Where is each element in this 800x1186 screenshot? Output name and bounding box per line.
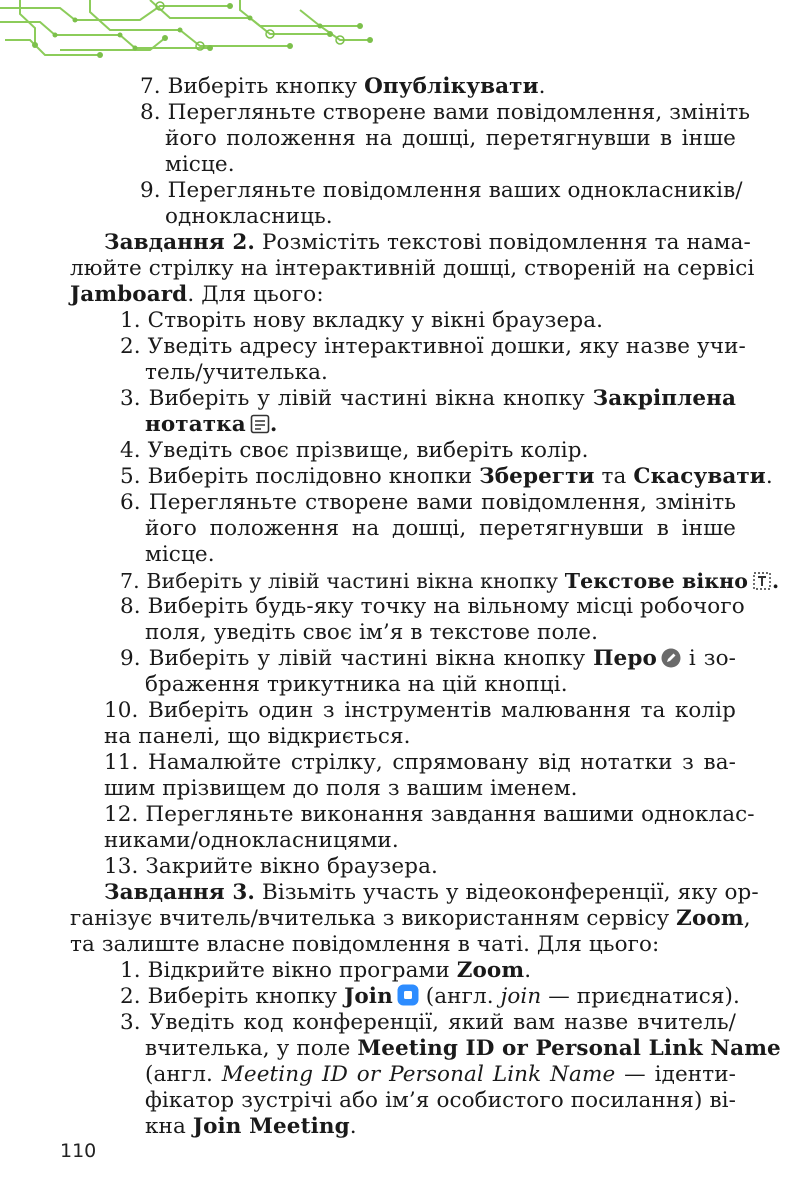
task1-step7: 7. Виберіть кнопку Опублікувати.: [140, 74, 546, 99]
task3-step3-line3: (англ. Meeting ID or Personal Link Name — іденти-: [145, 1062, 737, 1087]
task2-step6-line2: його положення на дошці, перетягнувши в інше: [145, 516, 736, 541]
task3-step1: 1. Відкрийте вікно програми Zoom.: [120, 958, 532, 983]
task3-intro: Завдання 3. Візьміть участь у відеоконференції, яку ор-: [104, 880, 759, 905]
task2-step9: 9. Виберіть у лівій частині вікна кнопку Перо і зо-: [120, 646, 736, 675]
text-box-icon: [752, 571, 772, 597]
task1-step9: 9. Перегляньте повідомлення ваших однокласників/: [140, 178, 743, 203]
task2-step3-line2: нотатка .: [145, 412, 277, 441]
task2-step10: 10. Виберіть один з інструментів малювання та колір: [104, 698, 736, 723]
pen-icon: [661, 648, 681, 675]
task2-intro-line2: люйте стрілку на інтерактивній дошці, створеній на сервісі: [70, 256, 755, 281]
task2-step7: 7. Виберіть у лівій частині вікна кнопку Текстове вікно .: [120, 568, 779, 597]
sticky-note-icon: [250, 414, 270, 441]
task3-step3: 3. Уведіть код конференції, який вам назве вчитель/: [120, 1010, 736, 1035]
task1-step9-line2: однокласниць.: [165, 204, 333, 229]
task2-step11: 11. Намалюйте стрілку, спрямовану від нотатки з ва-: [104, 750, 736, 775]
task2-step12: 12. Перегляньте виконання завдання вашими одноклас-: [104, 802, 755, 827]
task2-step4: 4. Уведіть своє прізвище, виберіть колір.: [120, 438, 589, 463]
task1-step8-line3: місце.: [165, 152, 235, 177]
task2-step10-line2: на панелі, що відкриється.: [104, 724, 411, 749]
task2-step12-line2: никами/однокласницями.: [104, 828, 399, 853]
task2-intro-line3: Jamboard. Для цього:: [70, 282, 324, 307]
task3-step3-line4: фікатор зустрічі або ім’я особистого посилання) ві-: [145, 1088, 736, 1113]
task3-step3-line2: вчителька, у поле Meeting ID or Personal Link Name: [145, 1036, 781, 1061]
task2-step9-line2: браження трикутника на цій кнопці.: [145, 672, 568, 697]
task2-step6: 6. Перегляньте створене вами повідомлення, змініть: [120, 490, 736, 515]
task2-step2-line2: тель/учителька.: [145, 360, 328, 385]
task3-step3-line5: кна Join Meeting.: [145, 1114, 357, 1139]
task2-step13: 13. Закрийте вікно браузера.: [104, 854, 438, 879]
task2-step6-line3: місце.: [145, 542, 215, 567]
task1-step8: 8. Перегляньте створене вами повідомлення, змініть: [140, 100, 751, 125]
zoom-join-icon: [397, 984, 419, 1013]
task2-step2: 2. Уведіть адресу інтерактивної дошки, яку назве учи-: [120, 334, 746, 359]
task3-intro-line3: та залиште власне повідомлення в чаті. Для цього:: [70, 932, 660, 957]
task2-step11-line2: шим прізвищем до поля з вашим іменем.: [104, 776, 578, 801]
task3-step2: 2. Виберіть кнопку Join (англ. join — приєднатися).: [120, 984, 740, 1013]
circuit-decoration: [0, 0, 380, 62]
task2-step8-line2: поля, уведіть своє ім’я в текстове поле.: [145, 620, 599, 645]
task2-intro: Завдання 2. Розмістіть текстові повідомлення та нама-: [104, 230, 751, 255]
task3-intro-line2: ганізує вчитель/вчителька з використанням сервісу Zoom,: [70, 906, 751, 931]
task2-step3: 3. Виберіть у лівій частині вікна кнопку Закріплена: [120, 386, 736, 411]
task2-step1: 1. Створіть нову вкладку у вікні браузера.: [120, 308, 604, 333]
task1-step8-line2: його положення на дошці, перетягнувши в інше: [165, 126, 736, 151]
task2-step5: 5. Виберіть послідовно кнопки Зберегти та Скасувати.: [120, 464, 773, 489]
task2-step8: 8. Виберіть будь-яку точку на вільному місці робочого: [120, 594, 745, 619]
page-number: 110: [60, 1140, 97, 1162]
